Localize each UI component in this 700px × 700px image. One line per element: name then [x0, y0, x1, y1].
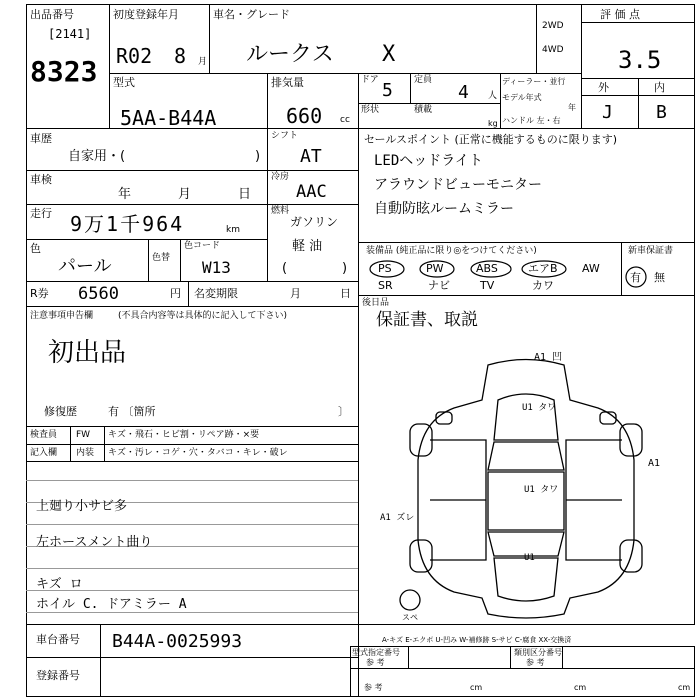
- recycle-box: [26, 281, 359, 307]
- displacement-label: 排気量: [271, 76, 304, 89]
- history-box: [26, 128, 268, 171]
- interior-label: 内: [654, 81, 665, 94]
- handle-label: ハンドル 左・右: [502, 116, 561, 125]
- grade: X: [382, 42, 396, 67]
- score-value: 3.5: [618, 46, 662, 74]
- model-cert-ref: 参 考: [366, 658, 385, 667]
- wheel-fl: [410, 424, 432, 456]
- after-note-label: 後日品: [362, 298, 390, 308]
- category-label: 類別区分番号: [514, 648, 562, 657]
- sales-point-1: LEDヘッドライト: [374, 153, 483, 169]
- equip-aw: AW: [582, 262, 600, 275]
- car-name: ルークス: [246, 42, 334, 67]
- inspector-row2: キズ・汚レ・コゲ・穴・タバコ・キレ・破レ: [108, 448, 288, 458]
- validity-label: 名変期限: [194, 287, 238, 300]
- equip-tv: TV: [480, 279, 495, 292]
- first-reg-era: R02: [116, 44, 153, 68]
- equip-pw: PW: [426, 262, 444, 275]
- remark-line-1: 上廻り小サビ多: [36, 499, 128, 514]
- cc-unit: cc: [340, 115, 350, 125]
- warranty-have: 有: [630, 271, 641, 284]
- mirror-r: [600, 412, 616, 424]
- equipment-label: 装備品 (純正品に限り◎をつけてください): [366, 246, 537, 256]
- warranty-circle: [621, 242, 695, 296]
- inspection-month-unit: 月: [178, 187, 192, 202]
- capacity-label: 定員: [414, 75, 433, 85]
- model-label: 型式: [113, 76, 135, 89]
- shape-label: 形状: [361, 105, 380, 115]
- spare-wheel: [400, 590, 420, 610]
- displacement: 660: [286, 104, 323, 128]
- ps-circle: [370, 261, 404, 277]
- kg-unit: kg: [488, 119, 498, 128]
- drive-4wd: 4WD: [542, 45, 564, 55]
- warranty-none: 無: [654, 271, 665, 284]
- cm-unit-2: cm: [574, 683, 587, 692]
- roof: [488, 472, 564, 530]
- diagram-mark-4: U1 タワ: [524, 485, 559, 495]
- history-label: 車歴: [30, 132, 52, 145]
- chassis-label: 車台番号: [36, 633, 80, 646]
- sales-point-2: アラウンドビューモニター: [374, 177, 542, 193]
- notes-label: 注意事項申告欄: [30, 311, 94, 321]
- first-reg-month-unit: 月: [198, 57, 208, 67]
- history-value: 自家用・(: [68, 149, 126, 164]
- car-name-label: 車名・グレード: [213, 8, 290, 21]
- dealer-label: ディーラー・並行: [502, 77, 566, 86]
- fuel-paren-close: ): [342, 261, 348, 276]
- exterior-label: 外: [598, 81, 609, 94]
- after-note-value: 保証書、取説: [376, 310, 478, 330]
- fuel-label: 燃料: [271, 206, 290, 216]
- diagram-mark-3: A1: [648, 458, 661, 469]
- model-code: 5AA-B44A: [120, 106, 217, 130]
- inspector-interior: 内装: [76, 448, 95, 458]
- trunk: [494, 558, 558, 601]
- inspection-box: [26, 170, 268, 205]
- diagram-mark-6: U1: [524, 553, 535, 563]
- equip-sr: SR: [378, 279, 393, 292]
- color-label: 色: [30, 242, 41, 255]
- warranty-label: 新車保証書: [628, 246, 674, 256]
- mileage-unit: km: [226, 225, 240, 235]
- category-ref: 参 考: [526, 658, 545, 667]
- windshield: [488, 442, 564, 470]
- fuel-paren-open: (: [282, 261, 288, 276]
- equip-navi: ナビ: [428, 279, 450, 292]
- sales-point-3: 自動防眩ルームミラー: [374, 201, 514, 217]
- hood: [494, 394, 558, 440]
- recycle-label: R券: [30, 287, 49, 300]
- equip-airbag: エアB: [528, 262, 558, 275]
- recycle-value: 6560: [78, 284, 119, 304]
- lot-label: 出品番号: [30, 8, 74, 21]
- notes-value: 初出品: [48, 338, 127, 368]
- year-unit: 年: [568, 103, 576, 112]
- diagram-mark-2: U1 タワ: [522, 403, 557, 413]
- airbag-circle: [522, 261, 566, 277]
- cm-unit-1: cm: [470, 683, 483, 692]
- remark-line-3: キズ ロ: [36, 577, 83, 592]
- repair-close: 〕: [338, 405, 349, 418]
- first-reg-month: 8: [174, 44, 187, 68]
- remark-line-4: ホイル C. ドアミラー A: [36, 597, 187, 612]
- shift-label: シフト: [271, 131, 299, 141]
- model-year-label: モデル年式: [502, 93, 542, 102]
- interior-grade: B: [656, 102, 667, 123]
- sales-points-label: セールスポイント (正常に機能するものに限ります): [364, 133, 618, 146]
- drive-box: [536, 4, 582, 74]
- car-diagram: [358, 330, 695, 630]
- mileage-label: 走行: [30, 207, 52, 220]
- registration-label: 登録番号: [36, 669, 80, 682]
- inspector-row2-label: 記入欄: [30, 448, 58, 458]
- score-label: 評 価 点: [600, 8, 640, 21]
- exterior-grade: J: [602, 102, 613, 123]
- repair-value: 有 〔箇所: [108, 405, 156, 418]
- color-value: パール: [58, 256, 112, 277]
- validity-day-unit: 日: [340, 287, 351, 300]
- color-swap-label: 色替: [152, 253, 171, 263]
- inspector-row1-label: 検査員: [30, 430, 58, 440]
- diagram-mark-1: A1 凹: [534, 352, 563, 363]
- fuel-option: 軽 油: [292, 239, 323, 254]
- entry-number: 8323: [30, 55, 98, 88]
- bottom-ref: 参 考: [364, 683, 383, 692]
- ac-value: AAC: [296, 182, 327, 202]
- cm-unit-3: cm: [678, 683, 691, 692]
- doors-label: ドア: [361, 75, 379, 85]
- load-label: 積載: [414, 105, 433, 115]
- inspection-year-unit: 年: [118, 187, 132, 202]
- validity-month-unit: 月: [290, 287, 301, 300]
- drive-2wd: 2WD: [542, 21, 564, 31]
- doors: 5: [382, 80, 393, 101]
- fuel-value: ガソリン: [290, 215, 339, 229]
- diagram-legend: A-キズ E-エクボ U-凹み W-補修跡 S-サビ C-腐食 XX-交換済: [382, 636, 572, 644]
- abs-circle: [471, 261, 511, 277]
- person-unit: 人: [488, 91, 498, 101]
- inspection-label: 車検: [30, 173, 52, 186]
- lot-number: [2141]: [48, 27, 92, 41]
- wheel-fr: [620, 424, 642, 456]
- repair-label: 修復歴: [44, 405, 77, 418]
- inspector-row1: キズ・飛石・ヒビ割・リペア跡・×要: [108, 430, 260, 440]
- ac-label: 冷房: [271, 172, 290, 182]
- inspection-day-unit: 日: [238, 187, 252, 202]
- equip-abs: ABS: [476, 262, 498, 275]
- diagram-mark-5: A1 ズレ: [380, 513, 415, 523]
- color-code: W13: [202, 258, 231, 277]
- mirror-l: [436, 412, 452, 424]
- mileage-value: 9万1千964: [70, 212, 185, 236]
- equip-leather: カワ: [532, 279, 554, 292]
- first-reg-label: 初度登録年月: [113, 8, 179, 21]
- inspector-fw: FW: [76, 430, 91, 440]
- history-close: ): [255, 149, 261, 164]
- shift-value: AT: [300, 146, 322, 167]
- color-code-label: 色コード: [184, 241, 221, 251]
- equip-ps: PS: [378, 262, 392, 275]
- chassis-value: B44A-0025993: [112, 631, 243, 652]
- remark-line-2: 左ホースメント曲り: [36, 535, 153, 550]
- pw-circle: [420, 261, 454, 277]
- equipment-circles: [358, 242, 622, 296]
- capacity: 4: [458, 82, 469, 103]
- notes-sub: (不具合内容等は具体的に記入して下さい): [118, 311, 288, 321]
- diagram-mark-7: スペ: [402, 613, 418, 622]
- recycle-yen: 円: [170, 287, 181, 300]
- model-cert-label: 型式指定番号: [352, 648, 400, 657]
